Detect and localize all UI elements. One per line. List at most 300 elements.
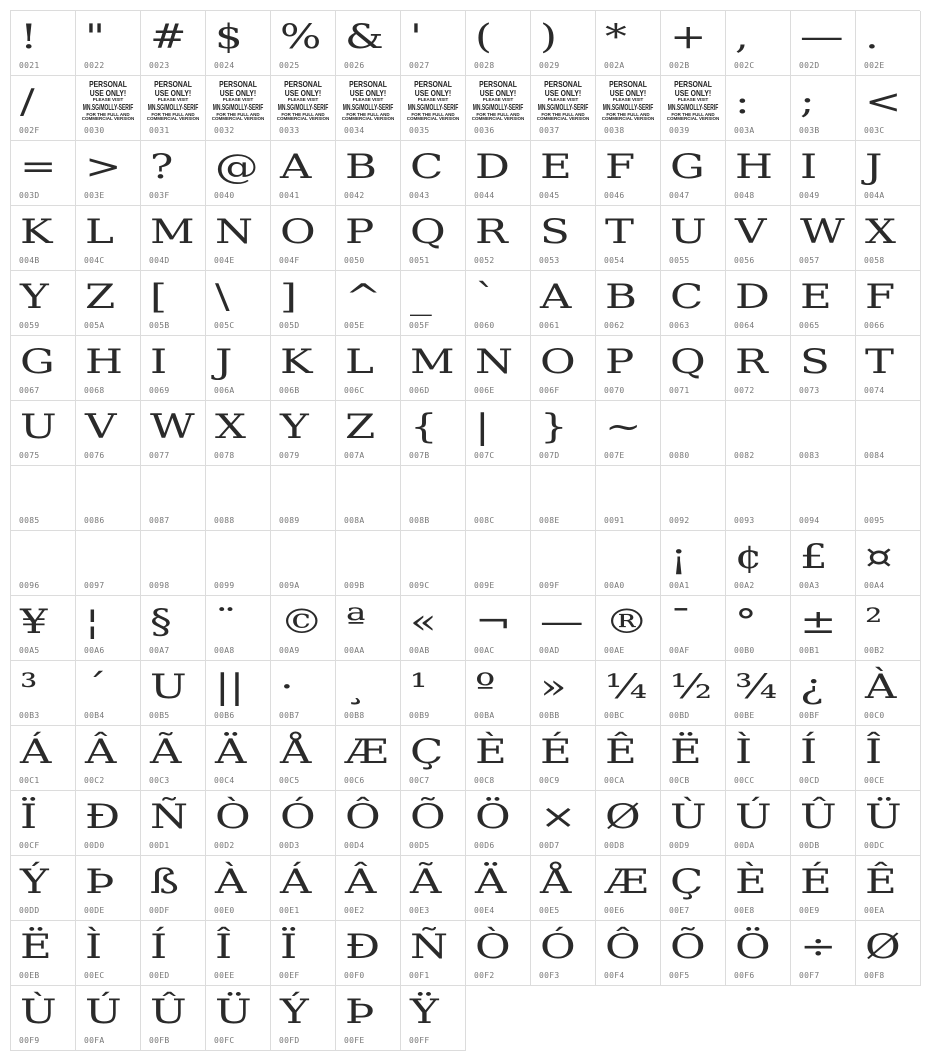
notice-line: MN.SG/MOLLY-SERIF (407, 102, 459, 112)
glyph-cell (271, 661, 336, 726)
glyph-code: 00E2 (344, 906, 365, 915)
glyph-cell (11, 401, 76, 466)
glyph-sample: » (540, 667, 567, 707)
glyph-code: 0096 (19, 581, 40, 590)
glyph-code: 00BC (604, 711, 625, 720)
glyph-cell (596, 76, 661, 141)
glyph-code: 00CE (864, 776, 885, 785)
glyph-code: 00AA (344, 646, 365, 655)
glyph-cell (466, 76, 531, 141)
glyph-sample: Ð (85, 797, 121, 837)
glyph-sample: V (85, 407, 117, 447)
glyph-sample: O (540, 342, 576, 382)
glyph-cell (336, 336, 401, 401)
glyph-code: 004A (864, 191, 885, 200)
glyph-sample: É (800, 862, 832, 902)
glyph-sample: + (670, 17, 707, 57)
glyph-cell (11, 141, 76, 206)
glyph-cell (466, 726, 531, 791)
glyph-cell (856, 206, 921, 271)
glyph-cell (661, 11, 726, 76)
glyph-cell (76, 531, 141, 596)
glyph-sample: Î (865, 732, 883, 772)
glyph-code: 0074 (864, 386, 885, 395)
notice-line: MN.SG/MOLLY-SERIF (342, 102, 394, 112)
glyph-code: 007E (604, 451, 625, 460)
glyph-cell (141, 271, 206, 336)
glyph-cell (531, 206, 596, 271)
glyph-cell (401, 986, 466, 1051)
glyph-code: 00F0 (344, 971, 365, 980)
glyph-sample: E (800, 277, 832, 317)
glyph-sample: & (345, 17, 384, 57)
glyph-sample: G (20, 342, 55, 382)
glyph-cell (271, 856, 336, 921)
glyph-cell (596, 661, 661, 726)
glyph-sample: Ç (410, 732, 444, 772)
glyph-code: 00A2 (734, 581, 755, 590)
glyph-code: 0048 (734, 191, 755, 200)
glyph-sample: M (410, 342, 455, 382)
glyph-code: 002B (669, 61, 690, 70)
glyph-sample: Þ (345, 992, 375, 1032)
glyph-code: 0053 (539, 256, 560, 265)
notice-line: USE ONLY! (674, 87, 712, 98)
glyph-sample: Y (280, 407, 309, 447)
glyph-code: 0075 (19, 451, 40, 460)
glyph-code: 00D3 (279, 841, 300, 850)
glyph-code: 00D8 (604, 841, 625, 850)
glyph-cell (791, 531, 856, 596)
glyph-cell (76, 271, 141, 336)
glyph-code: 00A5 (19, 646, 40, 655)
glyph-sample: Ø (865, 927, 901, 967)
glyph-cell (336, 466, 401, 531)
glyph-sample: ´ (85, 667, 107, 707)
glyph-code: 0091 (604, 516, 625, 525)
glyph-code: 00C1 (19, 776, 40, 785)
glyph-sample: } (540, 407, 568, 447)
glyph-sample: Ö (735, 927, 771, 967)
glyph-code: 0077 (149, 451, 170, 460)
glyph-code: 00AE (604, 646, 625, 655)
glyph-code: 003C (864, 126, 885, 135)
glyph-sample: | (475, 407, 490, 447)
glyph-sample: { (410, 407, 438, 447)
glyph-sample: I (150, 342, 168, 382)
glyph-sample: : (735, 82, 750, 122)
glyph-sample: J (865, 147, 883, 187)
glyph-code: 0042 (344, 191, 365, 200)
glyph-sample: Ù (20, 992, 57, 1032)
glyph-code: 0084 (864, 451, 885, 460)
glyph-cell (856, 856, 921, 921)
glyph-code: 00BA (474, 711, 495, 720)
glyph-sample: Ì (735, 732, 753, 772)
glyph-code: 006C (344, 386, 365, 395)
glyph-cell (531, 401, 596, 466)
glyph-sample: K (20, 212, 53, 252)
glyph-cell (531, 11, 596, 76)
glyph-sample: || (215, 667, 245, 707)
glyph-sample: ¢ (735, 537, 763, 577)
glyph-sample: Ñ (150, 797, 189, 837)
glyph-cell (661, 401, 726, 466)
glyph-cell (11, 76, 76, 141)
notice-line: FOR THE FULL AND (216, 111, 260, 117)
glyph-cell (271, 11, 336, 76)
glyph-sample: Q (410, 212, 446, 252)
glyph-cell (206, 141, 271, 206)
glyph-sample: Û (800, 797, 837, 837)
glyph-cell (596, 726, 661, 791)
glyph-sample: Ý (20, 862, 49, 902)
glyph-cell (596, 271, 661, 336)
personal-use-notice (141, 80, 205, 122)
glyph-sample: × (540, 797, 577, 837)
glyph-cell (336, 921, 401, 986)
glyph-code: 00D5 (409, 841, 430, 850)
glyph-code: 0095 (864, 516, 885, 525)
glyph-code: 00CB (669, 776, 690, 785)
glyph-code: 003A (734, 126, 755, 135)
glyph-cell (726, 76, 791, 141)
glyph-code: 002A (604, 61, 625, 70)
glyph-sample: Ò (475, 927, 511, 967)
glyph-cell (11, 336, 76, 401)
glyph-cell (531, 726, 596, 791)
glyph-cell (791, 856, 856, 921)
glyph-cell (466, 336, 531, 401)
glyph-code: 006B (279, 386, 300, 395)
glyph-code: 00EC (84, 971, 105, 980)
notice-line: FOR THE FULL AND (281, 111, 325, 117)
notice-line: PLEASE VISIT (222, 97, 254, 102)
glyph-code: 00FD (279, 1036, 300, 1045)
glyph-cell (531, 791, 596, 856)
glyph-cell (726, 726, 791, 791)
glyph-code: 00B7 (279, 711, 300, 720)
glyph-sample: F (605, 147, 636, 187)
glyph-cell (271, 336, 336, 401)
glyph-cell (271, 921, 336, 986)
glyph-sample: Q (670, 342, 706, 382)
glyph-sample: Y (20, 277, 49, 317)
glyph-cell (11, 726, 76, 791)
notice-line: USE ONLY! (284, 87, 322, 98)
glyph-cell (531, 921, 596, 986)
glyph-sample: Ÿ (410, 992, 439, 1032)
glyph-cell (661, 661, 726, 726)
glyph-code: 00D2 (214, 841, 235, 850)
glyph-cell (856, 76, 921, 141)
glyph-code: 006E (474, 386, 495, 395)
notice-line: PERSONAL (284, 79, 322, 89)
glyph-code: 0088 (214, 516, 235, 525)
glyph-code: 0030 (84, 126, 105, 135)
glyph-code: 0057 (799, 256, 820, 265)
glyph-cell (661, 466, 726, 531)
glyph-sample: ½ (670, 667, 713, 707)
glyph-cell (11, 596, 76, 661)
glyph-cell (726, 921, 791, 986)
glyph-cell (141, 726, 206, 791)
glyph-code: 00B6 (214, 711, 235, 720)
glyph-sample: \ (215, 277, 230, 317)
glyph-cell (336, 661, 401, 726)
glyph-code: 007A (344, 451, 365, 460)
glyph-code: 00A7 (149, 646, 170, 655)
glyph-cell (141, 336, 206, 401)
glyph-code: 00C9 (539, 776, 560, 785)
glyph-code: 00E8 (734, 906, 755, 915)
glyph-code: 00CD (799, 776, 820, 785)
glyph-code: 0028 (474, 61, 495, 70)
glyph-sample: À (865, 667, 897, 707)
glyph-sample: M (150, 212, 195, 252)
glyph-sample: Ë (20, 927, 52, 967)
glyph-code: 0089 (279, 516, 300, 525)
glyph-cell (336, 76, 401, 141)
glyph-code: 00CF (19, 841, 40, 850)
notice-line: MN.SG/MOLLY-SERIF (667, 102, 719, 112)
glyph-code: 0065 (799, 321, 820, 330)
glyph-code: 00BD (669, 711, 690, 720)
glyph-cell (271, 466, 336, 531)
glyph-sample: L (345, 342, 374, 382)
glyph-cell (401, 856, 466, 921)
glyph-sample: ¯ (670, 602, 692, 642)
glyph-cell (141, 141, 206, 206)
glyph-code: 006A (214, 386, 235, 395)
glyph-sample: À (215, 862, 247, 902)
glyph-code: 0055 (669, 256, 690, 265)
notice-line: FOR THE FULL AND (541, 111, 585, 117)
glyph-cell (336, 206, 401, 271)
glyph-cell (206, 336, 271, 401)
glyph-sample: B (345, 147, 377, 187)
notice-line: PERSONAL (219, 79, 257, 89)
glyph-cell (11, 661, 76, 726)
glyph-code: 0054 (604, 256, 625, 265)
glyph-code: 00FE (344, 1036, 365, 1045)
glyph-code: 00A4 (864, 581, 885, 590)
glyph-sample: * (605, 17, 627, 57)
glyph-code: 006F (539, 386, 560, 395)
glyph-cell (596, 11, 661, 76)
glyph-code: 00C7 (409, 776, 430, 785)
glyph-code: 0043 (409, 191, 430, 200)
glyph-cell (11, 271, 76, 336)
glyph-code: 0083 (799, 451, 820, 460)
glyph-code: 00A6 (84, 646, 105, 655)
notice-line: PLEASE VISIT (92, 97, 124, 102)
glyph-code: 007C (474, 451, 495, 460)
glyph-code: 0066 (864, 321, 885, 330)
glyph-code: 0067 (19, 386, 40, 395)
glyph-code: 00DA (734, 841, 755, 850)
glyph-sample: K (280, 342, 313, 382)
glyph-code: 0070 (604, 386, 625, 395)
glyph-code: 00E5 (539, 906, 560, 915)
glyph-code: 0023 (149, 61, 170, 70)
glyph-code: 00ED (149, 971, 170, 980)
glyph-sample: ) (540, 17, 557, 57)
glyph-cell (401, 791, 466, 856)
glyph-sample: · (280, 667, 294, 707)
glyph-code: 00F2 (474, 971, 495, 980)
glyph-cell (206, 661, 271, 726)
glyph-sample: P (345, 212, 375, 252)
glyph-code: 00CA (604, 776, 625, 785)
glyph-cell (596, 531, 661, 596)
glyph-sample: Â (85, 732, 117, 772)
notice-line: USE ONLY! (219, 87, 257, 98)
glyph-sample: ² (865, 602, 883, 642)
glyph-cell (791, 271, 856, 336)
notice-line: COMMERCIAL VERSION (666, 116, 720, 121)
glyph-cell (206, 791, 271, 856)
glyph-cell (401, 596, 466, 661)
notice-line: COMMERCIAL VERSION (341, 116, 395, 121)
glyph-cell (401, 11, 466, 76)
glyph-sample: ~ (605, 407, 642, 447)
notice-line: COMMERCIAL VERSION (601, 116, 655, 121)
glyph-code: 008E (539, 516, 560, 525)
glyph-cell (466, 856, 531, 921)
notice-line: PERSONAL (544, 79, 582, 89)
notice-line: FOR THE FULL AND (411, 111, 455, 117)
glyph-code: 0050 (344, 256, 365, 265)
glyph-code: 005D (279, 321, 300, 330)
glyph-code: 0063 (669, 321, 690, 330)
glyph-code: 00DC (864, 841, 885, 850)
glyph-code: 0082 (734, 451, 755, 460)
glyph-cell (141, 206, 206, 271)
glyph-code: 00B4 (84, 711, 105, 720)
notice-line: PERSONAL (89, 79, 127, 89)
notice-line: MN.SG/MOLLY-SERIF (277, 102, 329, 112)
glyph-sample: Ê (605, 732, 637, 772)
glyph-sample: G (670, 147, 705, 187)
glyph-sample: < (865, 82, 902, 122)
glyph-code: 0051 (409, 256, 430, 265)
notice-line: PERSONAL (154, 79, 192, 89)
glyph-cell (206, 531, 271, 596)
glyph-cell (401, 206, 466, 271)
glyph-code: 00AF (669, 646, 690, 655)
glyph-cell (76, 596, 141, 661)
glyph-sample: ¤ (865, 537, 893, 577)
glyph-code: 00EB (19, 971, 40, 980)
personal-use-notice (336, 80, 400, 122)
glyph-sample: . (865, 17, 879, 57)
glyph-code: 00D1 (149, 841, 170, 850)
glyph-sample: @ (215, 147, 259, 187)
glyph-cell (596, 401, 661, 466)
glyph-cell (76, 986, 141, 1051)
glyph-code: 00C2 (84, 776, 105, 785)
glyph-sample: Ë (670, 732, 702, 772)
glyph-code: 0026 (344, 61, 365, 70)
glyph-cell (726, 336, 791, 401)
glyph-code: 0036 (474, 126, 495, 135)
glyph-code: 0037 (539, 126, 560, 135)
glyph-cell (596, 206, 661, 271)
glyph-cell (531, 596, 596, 661)
glyph-cell (76, 661, 141, 726)
glyph-cell (271, 791, 336, 856)
glyph-code: 0049 (799, 191, 820, 200)
glyph-sample: " (85, 17, 106, 57)
glyph-cell (336, 11, 401, 76)
glyph-cell (466, 791, 531, 856)
glyph-code: 00E7 (669, 906, 690, 915)
glyph-sample: Ã (410, 862, 442, 902)
notice-line: FOR THE FULL AND (86, 111, 130, 117)
notice-line: PLEASE VISIT (677, 97, 709, 102)
glyph-sample: # (150, 17, 187, 57)
glyph-code: 00E4 (474, 906, 495, 915)
glyph-code: 00B9 (409, 711, 430, 720)
glyph-code: 0085 (19, 516, 40, 525)
notice-line: PERSONAL (479, 79, 517, 89)
glyph-cell (661, 726, 726, 791)
glyph-cell (141, 531, 206, 596)
glyph-code: 002F (19, 126, 40, 135)
glyph-code: 00B1 (799, 646, 820, 655)
notice-line: PLEASE VISIT (157, 97, 189, 102)
glyph-cell (856, 596, 921, 661)
glyph-cell (661, 206, 726, 271)
glyph-cell (791, 726, 856, 791)
glyph-sample: È (475, 732, 507, 772)
glyph-sample: Ö (475, 797, 511, 837)
glyph-cell (206, 401, 271, 466)
glyph-sample: P (605, 342, 635, 382)
glyph-sample: Á (20, 732, 52, 772)
glyph-cell (791, 141, 856, 206)
glyph-sample: O (280, 212, 316, 252)
glyph-cell (856, 791, 921, 856)
glyph-sample: = (20, 147, 57, 187)
glyph-cell (726, 531, 791, 596)
glyph-sample: [ (150, 277, 167, 317)
glyph-cell (856, 921, 921, 986)
glyph-cell (856, 11, 921, 76)
glyph-sample: , (735, 17, 749, 57)
glyph-sample: ¥ (20, 602, 48, 642)
notice-line: FOR THE FULL AND (346, 111, 390, 117)
personal-use-notice (271, 80, 335, 122)
notice-line: MN.SG/MOLLY-SERIF (212, 102, 264, 112)
glyph-cell (206, 726, 271, 791)
glyph-sample: ¾ (735, 667, 778, 707)
glyph-code: 003B (799, 126, 820, 135)
glyph-cell (11, 921, 76, 986)
glyph-sample: ¸ (345, 667, 367, 707)
notice-line: PLEASE VISIT (352, 97, 384, 102)
notice-line: MN.SG/MOLLY-SERIF (602, 102, 654, 112)
glyph-cell (661, 921, 726, 986)
glyph-code: 00FA (84, 1036, 105, 1045)
glyph-code: 0044 (474, 191, 495, 200)
personal-use-notice (531, 80, 595, 122)
glyph-cell (141, 466, 206, 531)
glyph-sample: Z (85, 277, 116, 317)
glyph-code: 00C5 (279, 776, 300, 785)
glyph-code: 0021 (19, 61, 40, 70)
